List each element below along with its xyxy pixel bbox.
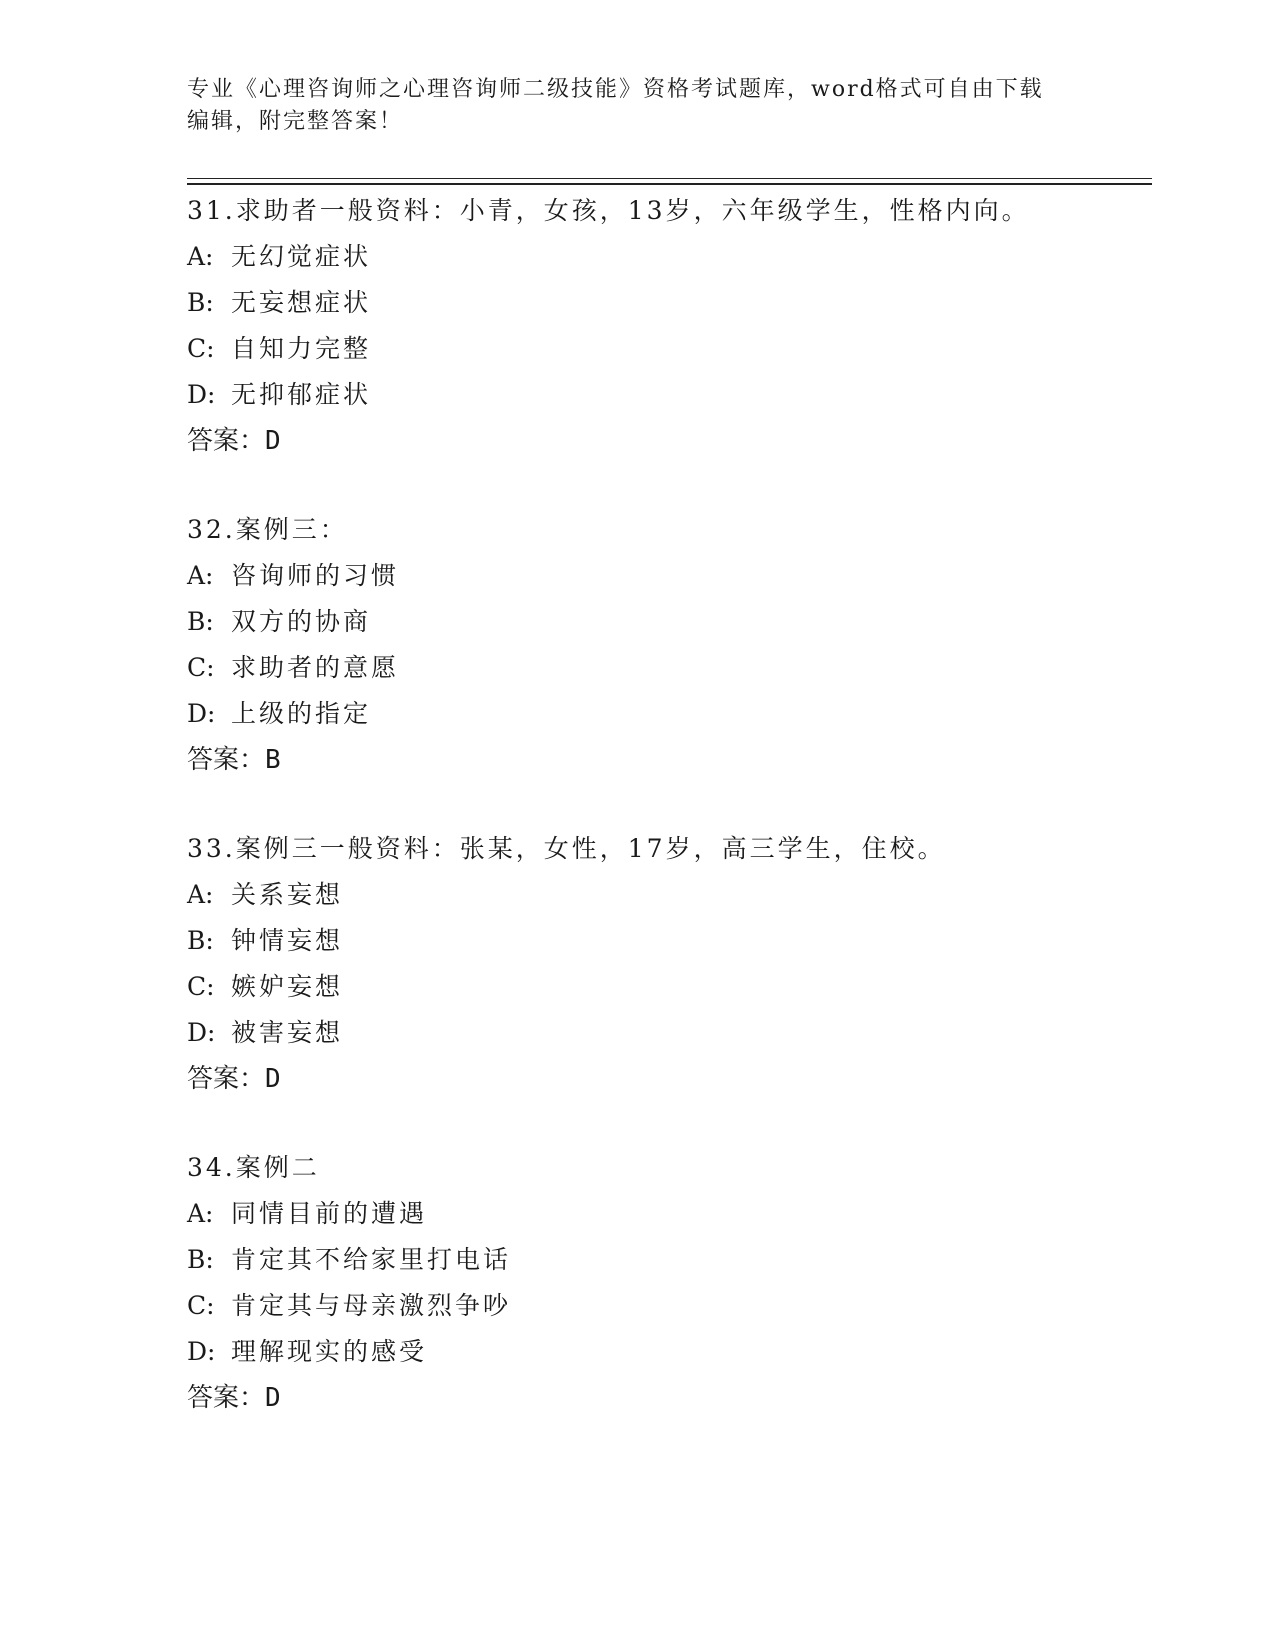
option-key: D: [187, 1018, 216, 1047]
option-key: A: [187, 1199, 214, 1228]
option-c [187, 1283, 1167, 1329]
option-a [187, 553, 1167, 599]
option-text: 咨询师的习惯 [231, 561, 400, 590]
option-d [187, 1010, 1167, 1056]
option-text: 嫉妒妄想 [231, 972, 344, 1001]
option-text: 无妄想症状 [231, 288, 372, 317]
option-text: 同情目前的遭遇 [231, 1199, 428, 1228]
header-line-2: 编辑，附完整答案！ [187, 109, 404, 134]
option-key: D: [187, 1337, 216, 1366]
header-divider-thin [187, 178, 1152, 179]
option-c [187, 326, 1167, 372]
question-32 [187, 507, 1167, 783]
option-a [187, 234, 1167, 280]
option-text: 关系妄想 [231, 880, 344, 909]
option-text: 理解现实的感受 [231, 1337, 428, 1366]
answer-line: 答案：D [187, 1383, 281, 1413]
option-b [187, 918, 1167, 964]
answer-line: 答案：D [187, 1064, 281, 1094]
option-text: 求助者的意愿 [231, 653, 400, 682]
option-key: D: [187, 699, 216, 728]
option-key: C: [187, 653, 215, 682]
option-key: B: [187, 288, 214, 317]
answer-line: 答案：D [187, 426, 281, 456]
question-stem: 31.求助者一般资料：小青，女孩，13岁，六年级学生，性格内向。 [187, 196, 1030, 225]
option-key: A: [187, 561, 214, 590]
option-key: B: [187, 1245, 214, 1274]
option-key: A: [187, 242, 214, 271]
option-a [187, 1191, 1167, 1237]
header-divider-thick [187, 183, 1152, 185]
option-key: A: [187, 880, 214, 909]
question-stem: 33.案例三一般资料：张某，女性，17岁，高三学生，住校。 [187, 834, 946, 863]
option-a [187, 872, 1167, 918]
option-text: 被害妄想 [231, 1018, 344, 1047]
document-header [187, 74, 1067, 138]
option-text: 上级的指定 [231, 699, 372, 728]
option-b [187, 599, 1167, 645]
option-key: B: [187, 607, 214, 636]
option-text: 无抑郁症状 [231, 380, 372, 409]
option-b [187, 1237, 1167, 1283]
question-33 [187, 826, 1167, 1102]
option-key: C: [187, 972, 215, 1001]
answer-line: 答案：B [187, 745, 281, 775]
option-text: 肯定其不给家里打电话 [231, 1245, 512, 1274]
header-line-1: 专业《心理咨询师之心理咨询师二级技能》资格考试题库，word格式可自由下载 [187, 77, 1044, 102]
option-key: D: [187, 380, 216, 409]
option-text: 无幻觉症状 [231, 242, 372, 271]
option-c [187, 645, 1167, 691]
question-31 [187, 188, 1167, 464]
option-text: 双方的协商 [231, 607, 372, 636]
question-stem: 34.案例二 [187, 1153, 320, 1182]
option-text: 肯定其与母亲激烈争吵 [231, 1291, 512, 1320]
question-34 [187, 1145, 1167, 1421]
question-stem: 32.案例三： [187, 515, 348, 544]
option-b [187, 280, 1167, 326]
option-d [187, 691, 1167, 737]
option-d [187, 1329, 1167, 1375]
option-key: C: [187, 334, 215, 363]
option-key: B: [187, 926, 214, 955]
option-key: C: [187, 1291, 215, 1320]
option-text: 钟情妄想 [231, 926, 344, 955]
option-text: 自知力完整 [231, 334, 372, 363]
option-d [187, 372, 1167, 418]
option-c [187, 964, 1167, 1010]
